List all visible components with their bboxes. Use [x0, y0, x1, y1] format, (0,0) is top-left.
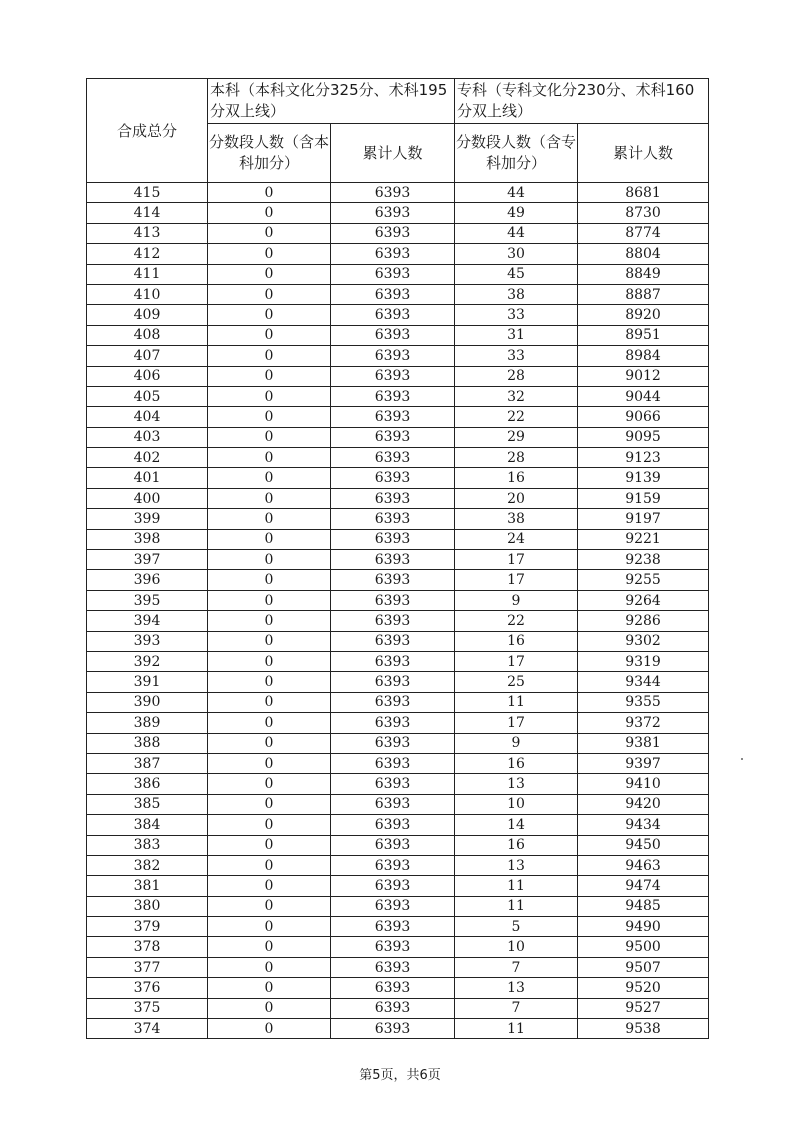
undergraduate-cumulative-cell: 6393	[331, 448, 455, 468]
junior-college-count-cell: 30	[455, 244, 578, 264]
undergraduate-cumulative-cell: 6393	[331, 774, 455, 794]
table-row	[87, 244, 709, 264]
junior-college-cumulative-cell: 9500	[578, 937, 709, 957]
junior-college-cumulative-cell: 8774	[578, 223, 709, 243]
undergraduate-cumulative-cell: 6393	[331, 1019, 455, 1039]
total-score-cell: 388	[87, 733, 208, 753]
table-row	[87, 203, 709, 223]
junior-college-cumulative-cell: 8849	[578, 264, 709, 284]
table-row	[87, 590, 709, 610]
junior-college-segment-count-header: 分数段人数（含专科加分）	[455, 124, 578, 183]
junior-college-count-cell: 28	[455, 366, 578, 386]
undergraduate-count-cell: 0	[208, 305, 331, 325]
junior-college-cumulative-cell: 9255	[578, 570, 709, 590]
table-row	[87, 937, 709, 957]
total-score-cell: 379	[87, 917, 208, 937]
undergraduate-count-cell: 0	[208, 937, 331, 957]
junior-college-count-cell: 28	[455, 448, 578, 468]
undergraduate-cumulative-cell: 6393	[331, 264, 455, 284]
total-score-cell: 391	[87, 672, 208, 692]
total-score-cell: 397	[87, 550, 208, 570]
junior-college-cumulative-cell: 9302	[578, 631, 709, 651]
total-score-cell: 408	[87, 325, 208, 345]
undergraduate-cumulative-cell: 6393	[331, 468, 455, 488]
junior-college-cumulative-cell: 8887	[578, 284, 709, 304]
table-row	[87, 1019, 709, 1039]
undergraduate-count-cell: 0	[208, 896, 331, 916]
junior-college-count-cell: 11	[455, 896, 578, 916]
undergraduate-cumulative-cell: 6393	[331, 529, 455, 549]
undergraduate-count-cell: 0	[208, 978, 331, 998]
junior-college-count-cell: 13	[455, 855, 578, 875]
table-row	[87, 998, 709, 1018]
table-header	[87, 79, 709, 183]
undergraduate-cumulative-cell: 6393	[331, 366, 455, 386]
undergraduate-cumulative-header: 累计人数	[331, 124, 455, 183]
junior-college-cumulative-cell: 8984	[578, 346, 709, 366]
junior-college-cumulative-cell: 9527	[578, 998, 709, 1018]
junior-college-cumulative-cell: 8681	[578, 183, 709, 203]
undergraduate-group-header: 本科（本科文化分325分、术科195分双上线）	[208, 79, 455, 124]
junior-college-count-cell: 7	[455, 998, 578, 1018]
undergraduate-cumulative-cell: 6393	[331, 733, 455, 753]
table-row	[87, 550, 709, 570]
junior-college-cumulative-cell: 9066	[578, 407, 709, 427]
junior-college-count-cell: 9	[455, 733, 578, 753]
junior-college-cumulative-cell: 9095	[578, 427, 709, 447]
total-score-cell: 409	[87, 305, 208, 325]
junior-college-cumulative-cell: 9264	[578, 590, 709, 610]
junior-college-cumulative-cell: 9474	[578, 876, 709, 896]
total-score-cell: 384	[87, 815, 208, 835]
junior-college-cumulative-cell: 9397	[578, 753, 709, 773]
undergraduate-count-cell: 0	[208, 713, 331, 733]
junior-college-count-cell: 22	[455, 407, 578, 427]
undergraduate-cumulative-cell: 6393	[331, 488, 455, 508]
undergraduate-cumulative-cell: 6393	[331, 896, 455, 916]
undergraduate-count-cell: 0	[208, 529, 331, 549]
undergraduate-cumulative-cell: 6393	[331, 815, 455, 835]
junior-college-count-cell: 7	[455, 957, 578, 977]
junior-college-cumulative-cell: 9372	[578, 713, 709, 733]
junior-college-cumulative-cell: 8951	[578, 325, 709, 345]
undergraduate-count-cell: 0	[208, 550, 331, 570]
undergraduate-cumulative-cell: 6393	[331, 244, 455, 264]
table-row	[87, 631, 709, 651]
total-score-cell: 407	[87, 346, 208, 366]
total-score-cell: 396	[87, 570, 208, 590]
total-score-cell: 413	[87, 223, 208, 243]
undergraduate-cumulative-cell: 6393	[331, 713, 455, 733]
undergraduate-count-cell: 0	[208, 794, 331, 814]
table-row	[87, 223, 709, 243]
table-row	[87, 692, 709, 712]
junior-college-cumulative-cell: 9197	[578, 509, 709, 529]
junior-college-count-cell: 45	[455, 264, 578, 284]
undergraduate-count-cell: 0	[208, 876, 331, 896]
table-row	[87, 876, 709, 896]
junior-college-cumulative-cell: 9123	[578, 448, 709, 468]
table-row	[87, 672, 709, 692]
junior-college-cumulative-cell: 9485	[578, 896, 709, 916]
junior-college-cumulative-cell: 9538	[578, 1019, 709, 1039]
table-row	[87, 753, 709, 773]
undergraduate-cumulative-cell: 6393	[331, 611, 455, 631]
total-score-cell: 414	[87, 203, 208, 223]
undergraduate-cumulative-cell: 6393	[331, 570, 455, 590]
junior-college-count-cell: 10	[455, 937, 578, 957]
total-score-cell: 378	[87, 937, 208, 957]
junior-college-cumulative-cell: 9434	[578, 815, 709, 835]
total-score-cell: 398	[87, 529, 208, 549]
total-score-cell: 374	[87, 1019, 208, 1039]
undergraduate-count-cell: 0	[208, 346, 331, 366]
undergraduate-count-cell: 0	[208, 774, 331, 794]
junior-college-cumulative-cell: 9381	[578, 733, 709, 753]
junior-college-count-cell: 24	[455, 529, 578, 549]
total-score-cell: 403	[87, 427, 208, 447]
undergraduate-count-cell: 0	[208, 631, 331, 651]
page-number: 第5页，共6页	[359, 1068, 441, 1083]
junior-college-cumulative-cell: 9139	[578, 468, 709, 488]
undergraduate-count-cell: 0	[208, 917, 331, 937]
undergraduate-count-cell: 0	[208, 223, 331, 243]
table-row	[87, 733, 709, 753]
table-row	[87, 651, 709, 671]
total-score-cell: 401	[87, 468, 208, 488]
total-score-cell: 383	[87, 835, 208, 855]
undergraduate-cumulative-cell: 6393	[331, 325, 455, 345]
total-score-cell: 404	[87, 407, 208, 427]
junior-college-count-cell: 38	[455, 284, 578, 304]
undergraduate-cumulative-cell: 6393	[331, 917, 455, 937]
total-score-cell: 386	[87, 774, 208, 794]
table-row	[87, 264, 709, 284]
junior-college-cumulative-cell: 9286	[578, 611, 709, 631]
junior-college-count-cell: 13	[455, 978, 578, 998]
junior-college-count-cell: 17	[455, 550, 578, 570]
junior-college-cumulative-cell: 9507	[578, 957, 709, 977]
total-score-cell: 402	[87, 448, 208, 468]
junior-college-count-cell: 17	[455, 713, 578, 733]
table-row	[87, 488, 709, 508]
undergraduate-count-cell: 0	[208, 692, 331, 712]
undergraduate-cumulative-cell: 6393	[331, 651, 455, 671]
undergraduate-cumulative-cell: 6393	[331, 223, 455, 243]
junior-college-count-cell: 11	[455, 692, 578, 712]
table-row	[87, 427, 709, 447]
undergraduate-count-cell: 0	[208, 753, 331, 773]
junior-college-count-cell: 17	[455, 651, 578, 671]
table-row	[87, 774, 709, 794]
junior-college-cumulative-cell: 9012	[578, 366, 709, 386]
total-score-cell: 412	[87, 244, 208, 264]
junior-college-count-cell: 9	[455, 590, 578, 610]
table-body	[87, 183, 709, 1039]
table-row	[87, 794, 709, 814]
table-row	[87, 855, 709, 875]
junior-college-count-cell: 44	[455, 223, 578, 243]
junior-college-cumulative-cell: 9344	[578, 672, 709, 692]
undergraduate-cumulative-cell: 6393	[331, 978, 455, 998]
total-score-cell: 385	[87, 794, 208, 814]
undergraduate-cumulative-cell: 6393	[331, 876, 455, 896]
undergraduate-count-cell: 0	[208, 672, 331, 692]
junior-college-count-cell: 16	[455, 631, 578, 651]
junior-college-cumulative-cell: 9159	[578, 488, 709, 508]
junior-college-cumulative-cell: 9044	[578, 386, 709, 406]
junior-college-cumulative-cell: 8730	[578, 203, 709, 223]
undergraduate-count-cell: 0	[208, 448, 331, 468]
undergraduate-count-cell: 0	[208, 509, 331, 529]
total-score-cell: 415	[87, 183, 208, 203]
header-row-group	[87, 79, 709, 124]
table-row	[87, 183, 709, 203]
table-row	[87, 957, 709, 977]
undergraduate-cumulative-cell: 6393	[331, 937, 455, 957]
total-score-cell: 392	[87, 651, 208, 671]
undergraduate-count-cell: 0	[208, 488, 331, 508]
junior-college-count-cell: 32	[455, 386, 578, 406]
total-score-cell: 376	[87, 978, 208, 998]
junior-college-count-cell: 49	[455, 203, 578, 223]
table-row	[87, 468, 709, 488]
table-row	[87, 815, 709, 835]
undergraduate-cumulative-cell: 6393	[331, 957, 455, 977]
table-row	[87, 448, 709, 468]
total-score-cell: 381	[87, 876, 208, 896]
total-score-cell: 375	[87, 998, 208, 1018]
undergraduate-count-cell: 0	[208, 998, 331, 1018]
junior-college-count-cell: 31	[455, 325, 578, 345]
junior-college-count-cell: 5	[455, 917, 578, 937]
scan-speck	[741, 758, 743, 760]
undergraduate-cumulative-cell: 6393	[331, 672, 455, 692]
undergraduate-cumulative-cell: 6393	[331, 427, 455, 447]
junior-college-count-cell: 38	[455, 509, 578, 529]
table-row	[87, 509, 709, 529]
junior-college-count-cell: 11	[455, 876, 578, 896]
table-row	[87, 713, 709, 733]
undergraduate-cumulative-cell: 6393	[331, 550, 455, 570]
undergraduate-cumulative-cell: 6393	[331, 631, 455, 651]
junior-college-count-cell: 14	[455, 815, 578, 835]
junior-college-group-header: 专科（专科文化分230分、术科160分双上线）	[455, 79, 709, 124]
total-score-cell: 387	[87, 753, 208, 773]
undergraduate-count-cell: 0	[208, 325, 331, 345]
table-row	[87, 835, 709, 855]
undergraduate-count-cell: 0	[208, 855, 331, 875]
total-score-cell: 394	[87, 611, 208, 631]
table-row	[87, 346, 709, 366]
undergraduate-count-cell: 0	[208, 468, 331, 488]
junior-college-count-cell: 20	[455, 488, 578, 508]
undergraduate-count-cell: 0	[208, 427, 331, 447]
undergraduate-cumulative-cell: 6393	[331, 386, 455, 406]
table-row	[87, 611, 709, 631]
undergraduate-count-cell: 0	[208, 957, 331, 977]
undergraduate-count-cell: 0	[208, 611, 331, 631]
undergraduate-cumulative-cell: 6393	[331, 284, 455, 304]
undergraduate-cumulative-cell: 6393	[331, 753, 455, 773]
junior-college-count-cell: 16	[455, 835, 578, 855]
score-distribution-table	[86, 78, 709, 1039]
junior-college-count-cell: 29	[455, 427, 578, 447]
total-score-cell: 393	[87, 631, 208, 651]
undergraduate-count-cell: 0	[208, 203, 331, 223]
total-score-cell: 395	[87, 590, 208, 610]
undergraduate-count-cell: 0	[208, 733, 331, 753]
junior-college-count-cell: 17	[455, 570, 578, 590]
table-row	[87, 366, 709, 386]
junior-college-cumulative-cell: 9410	[578, 774, 709, 794]
undergraduate-count-cell: 0	[208, 264, 331, 284]
undergraduate-count-cell: 0	[208, 1019, 331, 1039]
undergraduate-cumulative-cell: 6393	[331, 509, 455, 529]
junior-college-count-cell: 33	[455, 305, 578, 325]
undergraduate-cumulative-cell: 6393	[331, 998, 455, 1018]
total-score-cell: 390	[87, 692, 208, 712]
junior-college-cumulative-cell: 9355	[578, 692, 709, 712]
junior-college-cumulative-cell: 9450	[578, 835, 709, 855]
table-row	[87, 896, 709, 916]
undergraduate-count-cell: 0	[208, 183, 331, 203]
junior-college-count-cell: 22	[455, 611, 578, 631]
junior-college-cumulative-cell: 9420	[578, 794, 709, 814]
undergraduate-cumulative-cell: 6393	[331, 855, 455, 875]
table-row	[87, 325, 709, 345]
total-score-cell: 406	[87, 366, 208, 386]
undergraduate-count-cell: 0	[208, 590, 331, 610]
total-score-cell: 382	[87, 855, 208, 875]
undergraduate-cumulative-cell: 6393	[331, 346, 455, 366]
junior-college-cumulative-cell: 9520	[578, 978, 709, 998]
undergraduate-cumulative-cell: 6393	[331, 305, 455, 325]
junior-college-cumulative-cell: 9238	[578, 550, 709, 570]
junior-college-count-cell: 16	[455, 753, 578, 773]
table-row	[87, 305, 709, 325]
table-row	[87, 407, 709, 427]
junior-college-cumulative-cell: 9221	[578, 529, 709, 549]
undergraduate-cumulative-cell: 6393	[331, 835, 455, 855]
total-score-cell: 389	[87, 713, 208, 733]
undergraduate-cumulative-cell: 6393	[331, 590, 455, 610]
junior-college-cumulative-cell: 8920	[578, 305, 709, 325]
total-score-cell: 399	[87, 509, 208, 529]
total-score-cell: 380	[87, 896, 208, 916]
junior-college-count-cell: 33	[455, 346, 578, 366]
total-score-cell: 400	[87, 488, 208, 508]
undergraduate-count-cell: 0	[208, 407, 331, 427]
undergraduate-count-cell: 0	[208, 244, 331, 264]
total-score-header: 合成总分	[87, 79, 208, 183]
undergraduate-cumulative-cell: 6393	[331, 407, 455, 427]
undergraduate-count-cell: 0	[208, 815, 331, 835]
total-score-cell: 405	[87, 386, 208, 406]
junior-college-count-cell: 13	[455, 774, 578, 794]
undergraduate-count-cell: 0	[208, 651, 331, 671]
junior-college-cumulative-cell: 9490	[578, 917, 709, 937]
total-score-cell: 411	[87, 264, 208, 284]
junior-college-cumulative-header: 累计人数	[578, 124, 709, 183]
table-row	[87, 284, 709, 304]
junior-college-cumulative-cell: 8804	[578, 244, 709, 264]
table-row	[87, 386, 709, 406]
junior-college-count-cell: 44	[455, 183, 578, 203]
junior-college-count-cell: 11	[455, 1019, 578, 1039]
total-score-cell: 377	[87, 957, 208, 977]
table-row	[87, 570, 709, 590]
junior-college-count-cell: 16	[455, 468, 578, 488]
undergraduate-segment-count-header: 分数段人数（含本科加分）	[208, 124, 331, 183]
undergraduate-cumulative-cell: 6393	[331, 203, 455, 223]
undergraduate-count-cell: 0	[208, 284, 331, 304]
junior-college-count-cell: 10	[455, 794, 578, 814]
undergraduate-cumulative-cell: 6393	[331, 794, 455, 814]
undergraduate-cumulative-cell: 6393	[331, 692, 455, 712]
undergraduate-count-cell: 0	[208, 366, 331, 386]
table-row	[87, 529, 709, 549]
undergraduate-count-cell: 0	[208, 835, 331, 855]
undergraduate-count-cell: 0	[208, 570, 331, 590]
table-row	[87, 978, 709, 998]
junior-college-cumulative-cell: 9463	[578, 855, 709, 875]
total-score-cell: 410	[87, 284, 208, 304]
junior-college-count-cell: 25	[455, 672, 578, 692]
undergraduate-count-cell: 0	[208, 386, 331, 406]
undergraduate-cumulative-cell: 6393	[331, 183, 455, 203]
table-row	[87, 917, 709, 937]
junior-college-cumulative-cell: 9319	[578, 651, 709, 671]
